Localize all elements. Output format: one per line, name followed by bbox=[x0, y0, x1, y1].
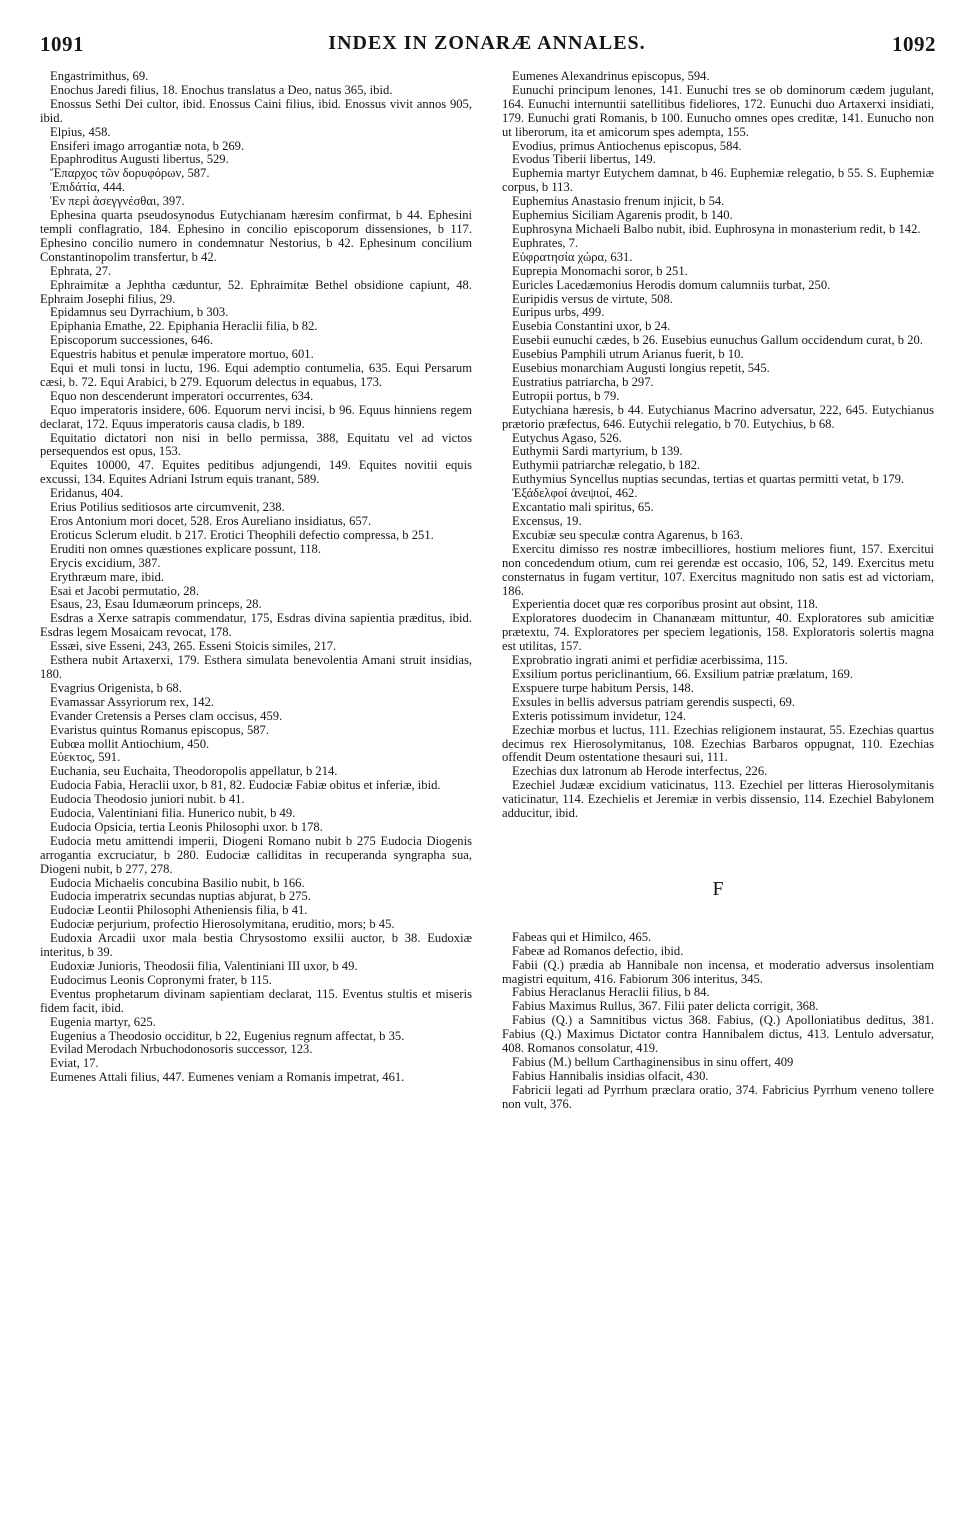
index-entry: Equitatio dictatori non nisi in bello permissa, 388, Equitatu vel ad victos persequendos est opus, 153. bbox=[40, 430, 472, 459]
index-entry: Fabeas qui et Himilco, 465. bbox=[512, 929, 652, 944]
index-entry: Enossus Sethi Dei cultor, ibid. Enossus Caini filius, ibid. Enossus vivit annos 905, ibid. bbox=[40, 96, 472, 125]
index-column-right bbox=[502, 70, 934, 1530]
index-entry: Eumenes Alexandrinus episcopus, 594. bbox=[512, 70, 710, 83]
index-entry: Excubiæ seu speculæ contra Agarenus, b 163. bbox=[512, 527, 743, 542]
index-entry: Evilad Merodach Nrbuchodonosoris successor, 123. bbox=[50, 1042, 313, 1057]
index-entry: Epidamnus seu Dyrrachium, b 303. bbox=[50, 305, 229, 320]
index-entry: Ephraimitæ a Jephtha cæduntur, 52. Ephraimitæ Bethel obsidione capiunt, 48. Ephraim Josephi filius, 29. bbox=[40, 277, 472, 306]
index-entry: Exsilium portus periclinantium, 66. Exsilium patriæ prælatum, 169. bbox=[512, 666, 854, 681]
index-entry: Eusebii eunuchi cædes, b 26. Eusebius eunuchus Gallum occidendum curat, b 20. bbox=[512, 333, 923, 348]
index-entry: Enochus Jaredi filius, 18. Enochus translatus a Deo, natus 365, ibid. bbox=[50, 82, 393, 97]
index-entry: Euphrosyna Michaeli Balbo nubit, ibid. Euphrosyna in monasterium redit, b 142. bbox=[512, 221, 921, 236]
index-entry: Ezechias dux latronum ab Herode interfectus, 226. bbox=[512, 764, 768, 779]
index-entry: Equi et muli tonsi in luctu, 196. Equi ademptio contumelia, 635. Equi Persarum cæsi, b. 72. Equi Arabici, b 279. Equorum delectus in equabus, 173. bbox=[40, 361, 472, 389]
index-entry: Eudociæ perjurium, profectio Hierosolymitana, eruditio, mors; b 45. bbox=[50, 917, 395, 932]
index-entry: Eutropii portus, b 79. bbox=[512, 388, 620, 403]
index-entry: Euthymius Syncellus nuptias secundas, tertias et quartas permitti vetat, b 179. bbox=[512, 472, 905, 487]
page-number-left: 1091 bbox=[40, 32, 84, 56]
index-entry: Erycis excidium, 387. bbox=[50, 555, 161, 570]
index-entry: Esai et Jacobi permutatio, 28. bbox=[50, 583, 199, 598]
index-entry: Εὐεκτος, 591. bbox=[50, 750, 121, 765]
index-entry: Elpius, 458. bbox=[50, 124, 111, 139]
index-entry: Exercitu dimisso res nostræ imbecilliores, hostium meliores fiunt, 157. Exercitui non concedendum otium, cum rei gerendæ est occasio, 106, 52, 149. Exercitus metu consternatus in fugam vertitur, 107. Exercitus magnitudo non satis est ad victoriam, 186. bbox=[502, 541, 934, 598]
index-entry: Eusebius Pamphili utrum Arianus fuerit, b 10. bbox=[512, 347, 744, 362]
index-entry: Eviat, 17. bbox=[50, 1056, 99, 1071]
index-entry: Eudocimus Leonis Copronymi frater, b 115. bbox=[50, 972, 272, 987]
index-entry: Evamassar Assyriorum rex, 142. bbox=[50, 694, 215, 709]
index-entry: Esdras a Xerxe satrapis commendatur, 175, Esdras divina sapientia præditus, ibid. Esdras legem Mosaicam revocat, 178. bbox=[40, 611, 472, 640]
index-entry: Euchania, seu Euchaita, Theodoropolis appellatur, b 214. bbox=[50, 764, 338, 779]
index-entry: Ἐξάδελφοί ἀνεψιοί, 462. bbox=[512, 486, 638, 501]
index-entry: Eumenes Attali filius, 447. Eumenes veniam a Romanis impetrat, 461. bbox=[50, 1070, 405, 1085]
index-entry: Eudoxia Arcadii uxor mala bestia Chrysostomo exsilii auctor, b 38. Eudoxiæ interitus, b 39. bbox=[40, 931, 472, 960]
index-entry: Ezechiæ morbus et luctus, 111. Ezechias religionem instaurat, 55. Ezechias quartus decimus rex Hierosolymitanus, 108. Ezechias Barbaros oppugnat, 110. Ezechias offendit Deum ostentatione thesauri sui, 111. bbox=[502, 722, 934, 765]
index-entry: Ἔπαρχος τῶν δορυφόρων, 587. bbox=[50, 166, 210, 181]
index-entry: Euripidis versus de virtute, 508. bbox=[512, 291, 673, 306]
index-entry: Evaristus quintus Romanus episcopus, 587. bbox=[50, 722, 269, 737]
index-entry: Evodius, primus Antiochenus episcopus, 584. bbox=[512, 138, 742, 153]
index-entry: Ezechiel Judææ excidium vaticinatus, 113. Ezechiel per litteras Hierosolymitanis vaticinatur, 114. Ezechielis et Jeremiæ in verbis dissensio, 114. Ezechiel Babylonem adducitur, ibid. bbox=[502, 778, 934, 821]
index-entry: Eugenia martyr, 625. bbox=[50, 1014, 156, 1029]
index-entry: Epaphroditus Augusti libertus, 529. bbox=[50, 152, 229, 167]
section-letter-heading: F bbox=[712, 877, 724, 900]
index-entry: Equites 10000, 47. Equites peditibus adjungendi, 149. Equites novitii equis excussi, 134. Equites Adriani Istrum equis tranant, 589. bbox=[40, 458, 472, 487]
index-entry: Eudocia Opsicia, tertia Leonis Philosophi uxor. b 178. bbox=[50, 819, 323, 834]
index-entry: Euripus urbs, 499. bbox=[512, 305, 605, 320]
index-entry: Erius Potilius seditiosos arte circumvenit, 238. bbox=[50, 500, 285, 515]
index-entry: Equo non descenderunt imperatori occurrentes, 634. bbox=[50, 388, 314, 403]
index-entry: Evagrius Origenista, b 68. bbox=[50, 680, 182, 695]
index-entry: Fabius (Q.) a Samnitibus victus 368. Fabius, (Q.) Apolloniatibus deditus, 381. Fabius (Q.) Maximus Dictator contra Hannibalem dictus, 413. Lentulo adversatur, 408. Romanos consolatur, 419. bbox=[502, 1013, 934, 1056]
index-entry: Exspuere turpe habitum Persis, 148. bbox=[512, 680, 694, 695]
index-entry: Eudoxiæ Junioris, Theodosii filia, Valentiniani III uxor, b 49. bbox=[50, 959, 358, 973]
index-entry: Eutychus Agaso, 526. bbox=[512, 430, 622, 445]
index-entry: Esthera nubit Artaxerxi, 179. Esthera simulata benevolentia Amani struit insidias, 180. bbox=[40, 653, 472, 681]
index-entry: Fabricii legati ad Pyrrhum præclara oratio, 374. Fabricius Pyrrhum veneno tollere non vult, 376. bbox=[502, 1082, 934, 1111]
running-title: INDEX IN ZONARÆ ANNALES. bbox=[328, 32, 646, 54]
index-entry: Eudocia Michaelis concubina Basilio nubit, b 166. bbox=[50, 875, 305, 890]
index-entry: Eugenius a Theodosio occiditur, b 22, Eugenius regnum affectat, b 35. bbox=[50, 1028, 405, 1043]
index-entry: Eusebia Constantini uxor, b 24. bbox=[512, 319, 671, 334]
index-entry: Equo imperatoris insidere, 606. Equorum nervi incisi, b 96. Equus hinniens regem declarat, 172. Equus imperatoris causa cladis, b 189. bbox=[40, 402, 472, 431]
index-entry: Experientia docet quæ res corporibus prosint aut obsint, 118. bbox=[512, 597, 818, 612]
index-entry: Eros Antonium mori docet, 528. Eros Aurelianо insidiatus, 657. bbox=[50, 514, 372, 528]
index-entry: Ἐπιδάτία, 444. bbox=[50, 180, 126, 195]
page-number-right: 1092 bbox=[892, 32, 936, 56]
index-entry: Epiphania Emathe, 22. Epiphania Heraclii filia, b 82. bbox=[50, 319, 318, 334]
index-entry: Eruditi non omnes quæstiones explicare possunt, 118. bbox=[50, 541, 321, 556]
index-entry: Ephesina quarta pseudosynodus Eutychianam hæresim confirmat, b 44. Ephesini templi conflagratio, 184. Ephesino in concilio episcoporum dissensiones, b 117. Ephesino concilio numero in condemnatur Nestorius, b 42. Ephesinum concilium Constantinopolim transfertur, b 42. bbox=[40, 208, 472, 264]
index-entries-e bbox=[502, 70, 934, 821]
index-entry: Euphrates, 7. bbox=[512, 235, 579, 250]
index-entry: Exteris potissimum invidetur, 124. bbox=[512, 708, 687, 723]
index-entry: Evodus Tiberii libertus, 149. bbox=[512, 152, 656, 167]
index-entry: Eventus prophetarum divinam sapientiam declarat, 115. Eventus stultis et miseris fidem facit, ibid. bbox=[40, 986, 472, 1015]
index-entry: Eudocia imperatrix secundas nuptias abjurat, b 275. bbox=[50, 889, 311, 904]
index-entry: Equestris habitus et penulæ imperatore mortuo, 601. bbox=[50, 347, 314, 362]
index-entry: Fabius (M.) bellum Carthaginensibus in sinu offert, 409 bbox=[512, 1055, 794, 1069]
index-entry: Engastrimithus, 69. bbox=[50, 70, 149, 83]
index-entry: Fabius Heraclanus Heraclii filius, b 84. bbox=[512, 985, 710, 1000]
page-header bbox=[0, 32, 974, 62]
index-entry: Esaus, 23, Esau Idumæorum princeps, 28. bbox=[50, 597, 262, 612]
index-entry: Euthymii patriarchæ relegatio, b 182. bbox=[512, 458, 701, 473]
index-entry: Exsules in bellis adversus patriam gerendis suspecti, 69. bbox=[512, 694, 795, 709]
index-entry: Fabeæ ad Romanos defectio, ibid. bbox=[512, 943, 684, 958]
index-entry: Euphemia martyr Eutychem damnat, b 46. Euphemiæ relegatio, b 55. S. Euphemiæ corpus, b 113. bbox=[502, 166, 934, 195]
index-entry: Ἐν περὶ ἀσεγγνέσθαι, 397. bbox=[50, 194, 185, 209]
index-entry: Excantatio mali spiritus, 65. bbox=[512, 500, 654, 515]
index-entry: Euricles Lacedæmonius Herodis domum calumniis turbat, 250. bbox=[512, 277, 831, 292]
index-entry: Fabius Hannibalis insidias olfacit, 430. bbox=[512, 1068, 709, 1083]
index-entry: Eutychiana hæresis, b 44. Eutychianus Macrino adversatur, 222, 645. Eutychianus prætorio præfectus, 646. Eutychii relegatio, b 70. Eutychius, b 68. bbox=[502, 402, 934, 431]
index-entry: Eubœa mollit Antiochium, 450. bbox=[50, 736, 210, 751]
index-entry: Eunuchi principum lenones, 141. Eunuchi tres se ob dominorum cædem jugulant, 164. Eunuchi internuntii satellitibus fideliores, 172. Eunuchi duo Artaxerxi insidiati, 179. Eunuchi grati Romanis, b 100. Eunucho omnes opes creditæ, 141. Eunucho non ut liberorum, ita et amicorum spes adempta, 155. bbox=[502, 82, 934, 139]
index-entry: Essæi, sive Esseni, 243, 265. Esseni Stoicis similes, 217. bbox=[50, 639, 337, 654]
index-entry: Erythræum mare, ibid. bbox=[50, 569, 165, 584]
index-entry: Eudocia Theodosio juniori nubit. b 41. bbox=[50, 792, 245, 807]
index-entry: Ensiferi imago arrogantiæ nota, b 269. bbox=[50, 138, 245, 153]
index-entry: Euphemius Anastasio frenum injicit, b 54. bbox=[512, 194, 725, 209]
index-entry: Excensus, 19. bbox=[512, 514, 582, 528]
index-entry: Eridanus, 404. bbox=[50, 486, 124, 501]
index-entry: Fabius Maximus Rullus, 367. Filii pater delicta corrigit, 368. bbox=[512, 999, 819, 1014]
index-entry: Eudocia, Valentiniani filia. Hunerico nubit, b 49. bbox=[50, 806, 296, 821]
index-entry: Ephrata, 27. bbox=[50, 263, 112, 278]
index-entry: Eustratius patriarcha, b 297. bbox=[512, 374, 654, 389]
index-entry: Eusebius monarchiam Augusti longius repetit, 545. bbox=[512, 361, 770, 376]
index-entry: Fabii (Q.) prædia ab Hannibale non incensa, et moderatio adversus insolentiam magistri equitum, 416. Fabiorum 306 interitus, 345. bbox=[502, 957, 934, 986]
index-entry: Evander Cretensis a Perses clam occisus, 459. bbox=[50, 708, 283, 723]
index-entry: Episcoporum successiones, 646. bbox=[50, 333, 213, 348]
index-entry: Euphemius Siciliam Agarenis prodit, b 140. bbox=[512, 208, 733, 223]
index-entry: Eudociæ Leontii Philosophi Atheniensis filia, b 41. bbox=[50, 903, 308, 918]
index-entries-f bbox=[502, 931, 934, 1112]
index-entry: Exploratores duodecim in Chananæam mittuntur, 40. Exploratores sub amicitiæ prætextu, 74. Exploratores per speciem legationis, 158. Exploratoris solertis magna est utilitas, 157. bbox=[502, 611, 934, 654]
index-entry: Εὐφρατησία χώρα, 631. bbox=[512, 249, 633, 264]
index-entry: Eudocia metu amittendi imperii, Diogeni Romano nubit b 275 Eudocia Diogenis arrogantia excruciatur, b 280. Eudociæ calliditas in recuperanda syngrapha sua, Diogeni nubit, b 277, 278. bbox=[40, 833, 472, 876]
index-entry: Eroticus Sclerum eludit. b 217. Erotici Theophili defectio compressa, b 251. bbox=[50, 527, 434, 542]
index-entry: Euthymii Sardi martyrium, b 139. bbox=[512, 444, 683, 459]
index-entry: Euprepia Monomachi soror, b 251. bbox=[512, 263, 688, 278]
index-entry: Eudocia Fabia, Heraclii uxor, b 81, 82. Eudociæ Fabiæ obitus et inferiæ, ibid. bbox=[50, 778, 441, 793]
index-column-left bbox=[40, 70, 472, 1530]
index-entry: Exprobratio ingrati animi et perfidiæ acerbissima, 115. bbox=[512, 653, 788, 668]
